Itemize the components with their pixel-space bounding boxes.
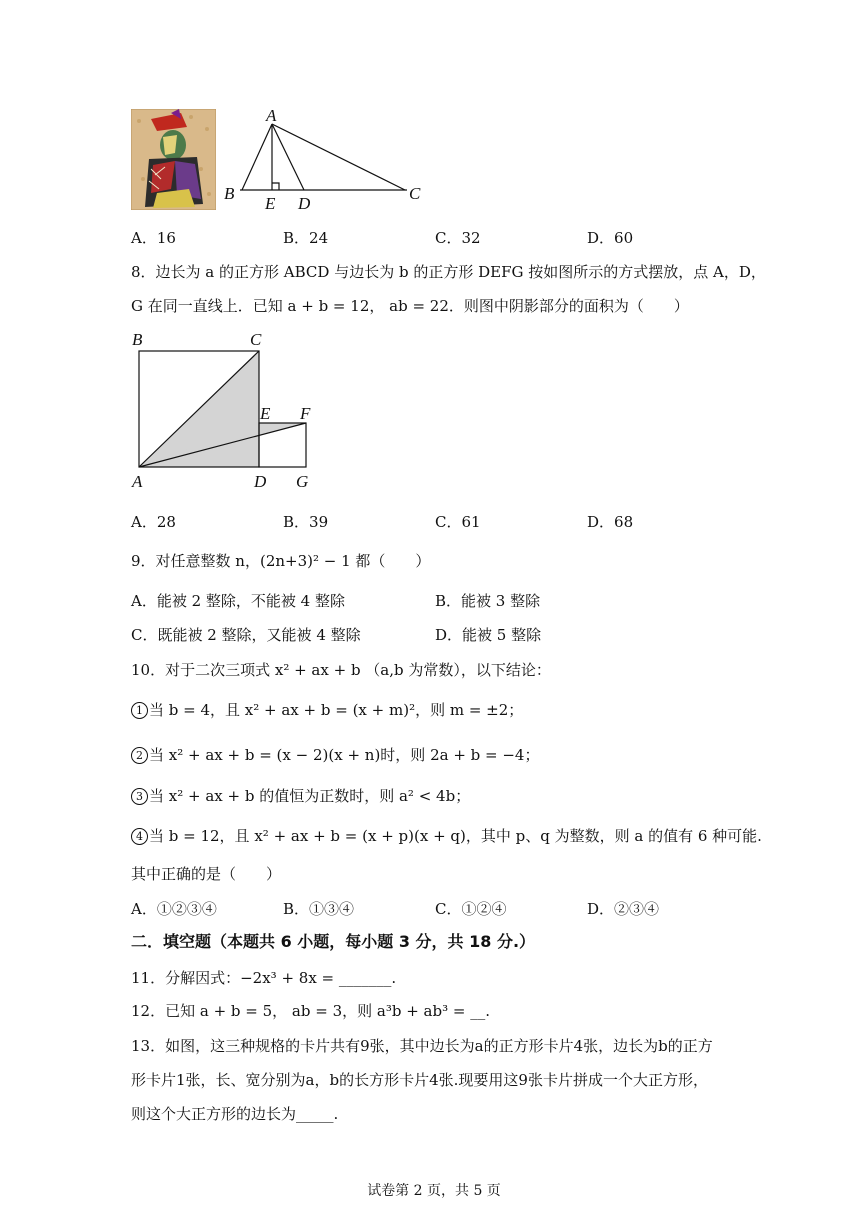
q9-option-b[interactable]: B．能被 3 整除	[435, 592, 541, 610]
q7-option-a[interactable]: A．16	[131, 229, 176, 247]
circle-2-marker: 2	[131, 747, 148, 764]
q11-stem: 11．分解因式：−2x³ + 8x = _______.	[131, 969, 397, 987]
tri-label-d: D	[298, 194, 311, 213]
q10-option-a[interactable]: A．①②③④	[131, 900, 217, 918]
q7-option-d[interactable]: D．60	[587, 229, 634, 247]
q12-stem: 12．已知 a + b = 5， ab = 3，则 a³b + ab³ = __.	[131, 1002, 490, 1020]
q10-s2-text: 当 x² + ax + b = (x − 2)(x + n)时，则 2a + b = −4；	[149, 746, 540, 764]
sq-label-g: G	[296, 472, 309, 491]
q8-stem-line1: 8．边长为 a 的正方形 ABCD 与边长为 b 的正方形 DEFG 按如图所示的方式摆放，点 A，D，	[131, 263, 766, 281]
sq-label-c: C	[250, 330, 262, 349]
tri-label-c: C	[409, 184, 421, 203]
q13-line1: 13．如图，这三种规格的卡片共有9张，其中边长为a的正方形卡片4张，边长为b的正方	[131, 1037, 713, 1055]
q13-line2: 形卡片1张，长、宽分别为a，b的长方形卡片4张.现要用这9张卡片拼成一个大正方形，	[131, 1071, 708, 1089]
sq-label-b: B	[132, 330, 143, 349]
q10-stem: 10．对于二次三项式 x² + ax + b （a,b 为常数），以下结论：	[131, 661, 551, 679]
q10-statement-3	[131, 786, 470, 806]
q8-option-b[interactable]: B．39	[283, 513, 329, 531]
q10-ask: 其中正确的是（ ）	[131, 865, 282, 883]
q9-stem: 9．对任意整数 n，(2n+3)² − 1 都（ ）	[131, 552, 431, 570]
q8-option-a[interactable]: A．28	[131, 513, 176, 531]
q8-stem-line2: G 在同一直线上．已知 a + b = 12， ab = 22．则图中阴影部分的面积为（ ）	[131, 297, 689, 315]
q13-line3: 则这个大正方形的边长为_____.	[131, 1105, 339, 1123]
q10-s1-text: 当 b = 4，且 x² + ax + b = (x + m)²，则 m = ±2；	[149, 701, 524, 719]
q10-s4-text: 当 b = 12，且 x² + ax + b = (x + p)(x + q)，其中 p、q 为整数，则 a 的值有 6 种可能.	[149, 827, 762, 845]
sq-label-a: A	[132, 472, 143, 491]
q7-option-c[interactable]: C．32	[435, 229, 481, 247]
circle-1-marker: 1	[131, 702, 148, 719]
tri-label-a: A	[266, 106, 277, 125]
q10-statement-2	[131, 745, 539, 765]
triangle-figure	[220, 106, 430, 214]
q9-option-d[interactable]: D．能被 5 整除	[435, 626, 542, 644]
tri-label-b: B	[224, 184, 235, 203]
squares-figure	[128, 330, 328, 498]
sq-label-e: E	[260, 404, 271, 423]
circle-4-marker: 4	[131, 828, 148, 845]
q8-option-d[interactable]: D．68	[587, 513, 634, 531]
tri-label-e: E	[265, 194, 276, 213]
q9-option-c[interactable]: C．既能被 2 整除，又能被 4 整除	[131, 626, 361, 644]
q10-statement-1	[131, 700, 523, 720]
q9-option-a[interactable]: A．能被 2 整除，不能被 4 整除	[131, 592, 345, 610]
q10-s3-text: 当 x² + ax + b 的值恒为正数时，则 a² < 4b；	[149, 787, 471, 805]
q8-option-c[interactable]: C．61	[435, 513, 481, 531]
circle-3-marker: 3	[131, 788, 148, 805]
section-2-heading: 二．填空题（本题共 6 小题，每小题 3 分，共 18 分.）	[131, 932, 536, 951]
q10-option-b[interactable]: B．①③④	[283, 900, 355, 918]
painting-image	[131, 109, 216, 210]
q7-option-b[interactable]: B．24	[283, 229, 329, 247]
sq-label-f: F	[300, 404, 311, 423]
q10-option-c[interactable]: C．①②④	[435, 900, 507, 918]
sq-label-d: D	[254, 472, 267, 491]
q10-option-d[interactable]: D．②③④	[587, 900, 660, 918]
q10-statement-4	[131, 826, 762, 846]
page-footer: 试卷第 2 页，共 5 页	[367, 1183, 501, 1199]
